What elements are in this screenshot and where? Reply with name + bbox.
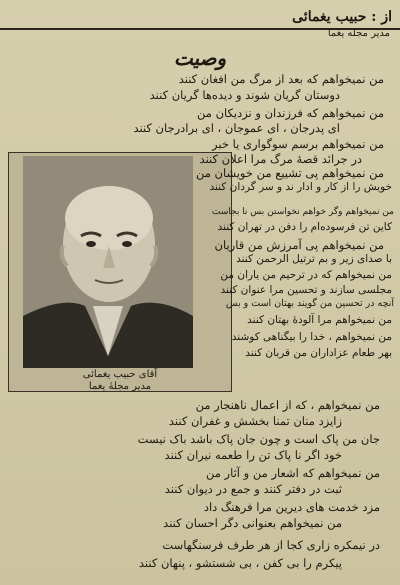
poem-line: من نمیخواهم که فرزندان و نزدیکان من — [197, 106, 384, 120]
portrait-image — [23, 156, 193, 368]
poem-line: من نمیخواهم که در ترحیم من یاران من — [220, 269, 392, 281]
poem-line: مجلسی سازند و تحسین مرا عنوان کنند — [220, 284, 392, 296]
poem-line: ثبت در دفتر کنند و جمع در دیوان کنند — [164, 482, 342, 496]
poem-line: ای پدرجان ، ای عموجان ، ای برادرجان کنند — [133, 121, 340, 135]
author-heading: از : حبیب یغمائی — [292, 9, 392, 25]
photo-caption-name: آقای حبیب یغمائی — [82, 369, 158, 380]
poem-line: بهر طعام عزاداران من قربان کنند — [245, 347, 392, 359]
poem-line: من نمیخواهم وگر خواهم نخواستن بس نا بجاست — [211, 207, 394, 217]
poem-line: من نمیخواهم که اشعار من و آثار من — [205, 466, 380, 480]
portrait-photo — [23, 156, 193, 368]
poem-line: در نیمکره زاری کجا از هر طرف فرسنگهاست — [162, 538, 380, 552]
editor-subheading: مدیر مجله یغما — [327, 28, 390, 39]
photo-frame — [8, 152, 232, 392]
poem-line: خویش را از کار و ادار ند و سر گردان کنند — [209, 181, 392, 193]
poem-line: من نمیخواهم پی تشییع من خویشان من — [195, 166, 384, 180]
poem-line: من نمیخواهم ، خدا را بیگناهی کوشند — [231, 331, 392, 343]
photo-caption-role: مدیر مجلهٔ یغما — [88, 381, 152, 392]
poem-line: من نمیخواهم پی آمرزش من قاریان — [214, 238, 384, 252]
poem-line: مزد خدمت های دیرین مرا فرهنگ داد — [203, 500, 380, 514]
poem-line: در جرائد قصهٔ مرگ مرا اعلان کنند — [199, 152, 362, 166]
header-bar — [0, 6, 400, 30]
poem-line: من نمیخواهم ، که از اعمال ناهنجار من — [195, 398, 380, 412]
poem-line: من نمیخواهم مرا آلودهٔ بهتان کنند — [247, 314, 392, 326]
poem-line: با صدای زیر و بم ترتیل الرحمن کنند — [236, 253, 392, 265]
poem-line: دوستان گریان شوند و دیده‌ها گریان کنند — [149, 88, 340, 102]
poem-line: زایزد منان تمنا بخشش و غفران کنند — [168, 414, 342, 428]
poem-line: من نمیخواهم برسم سوگواری یا خبر — [212, 137, 384, 151]
poem-line: کاین تن فرسوده‌ام را دفن در تهران کنند — [217, 221, 392, 233]
poem-line: خود اگر نا پاک تن را طعمه نیران کنند — [164, 448, 342, 462]
poem-title: وصیت — [173, 46, 227, 70]
poem-line: من نمیخواهم بعنوانی دگر احسان کنند — [163, 516, 342, 530]
poem-line: پیکرم را بی کفن ، بی شستشو ، پنهان کنند — [138, 556, 342, 570]
poem-line: آنچه در تحسین من گویند بهتان است و بس — [225, 298, 394, 309]
poem-line: جان من پاک است و چون جان پاک باشد باک نیست — [137, 432, 380, 446]
poem-line: من نمیخواهم که بعد از مرگ من افغان کنند — [178, 72, 384, 86]
